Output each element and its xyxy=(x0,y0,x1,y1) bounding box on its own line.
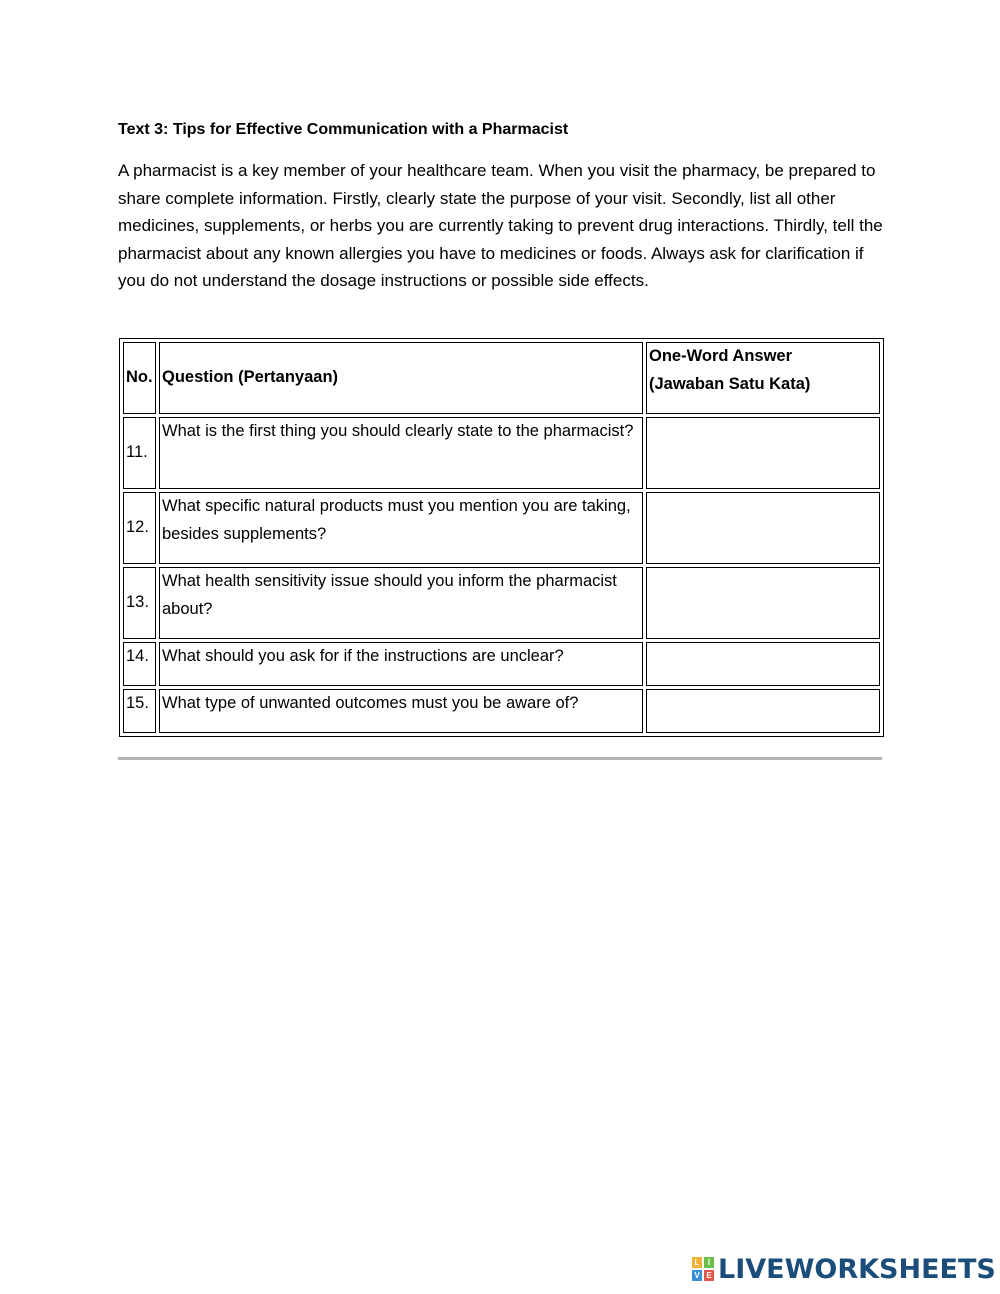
logo-mark-letter: E xyxy=(704,1270,714,1281)
section-heading: Text 3: Tips for Effective Communication with a Pharmacist xyxy=(118,121,569,138)
logo-wordmark: LIVEWORKSHEETS xyxy=(718,1253,996,1285)
logo-mark-letter: L xyxy=(692,1257,702,1268)
header-answer xyxy=(646,342,880,414)
question-table xyxy=(119,338,884,737)
row-number: 11. xyxy=(123,417,156,489)
table-row xyxy=(123,689,880,733)
liveworksheets-logo-icon xyxy=(692,1257,714,1281)
answer-input-cell[interactable] xyxy=(646,642,880,686)
table-header-row xyxy=(123,342,880,414)
header-question: Question (Pertanyaan) xyxy=(159,342,643,414)
answer-input-cell[interactable] xyxy=(646,567,880,639)
row-number: 12. xyxy=(123,492,156,564)
header-answer-line2: (Jawaban Satu Kata) xyxy=(649,374,811,393)
table-row xyxy=(123,567,880,639)
row-number: 14. xyxy=(123,642,156,686)
header-no: No. xyxy=(123,342,156,414)
logo-mark-letter: V xyxy=(692,1270,702,1281)
table-row xyxy=(123,642,880,686)
table-row xyxy=(123,492,880,564)
row-question: What should you ask for if the instructions are unclear? xyxy=(159,642,643,686)
horizontal-divider xyxy=(118,757,882,760)
row-question: What specific natural products must you mention you are taking, besides supplements? xyxy=(159,492,643,564)
answer-input-cell[interactable] xyxy=(646,492,880,564)
row-question: What type of unwanted outcomes must you be aware of? xyxy=(159,689,643,733)
table-row xyxy=(123,417,880,489)
reading-paragraph: A pharmacist is a key member of your healthcare team. When you visit the pharmacy, be prepared to share complete information. Firstly, clearly state the purpose of your visit. Secondly, list all other medicines, supplements, or herbs you are currently taking to prevent drug interactions. Thirdly, tell the pharmacist about any known allergies you have to medicines or foods. Always ask for clarification if you do not understand the dosage instructions or possible side effects. xyxy=(118,161,883,291)
answer-input-cell[interactable] xyxy=(646,689,880,733)
row-question: What health sensitivity issue should you inform the pharmacist about? xyxy=(159,567,643,639)
row-number: 13. xyxy=(123,567,156,639)
row-number: 15. xyxy=(123,689,156,733)
logo-mark-letter: I xyxy=(704,1257,714,1268)
row-question: What is the first thing you should clearly state to the pharmacist? xyxy=(159,417,643,489)
header-answer-line1: One-Word Answer xyxy=(649,347,793,365)
liveworksheets-logo xyxy=(692,1252,996,1286)
answer-input-cell[interactable] xyxy=(646,417,880,489)
